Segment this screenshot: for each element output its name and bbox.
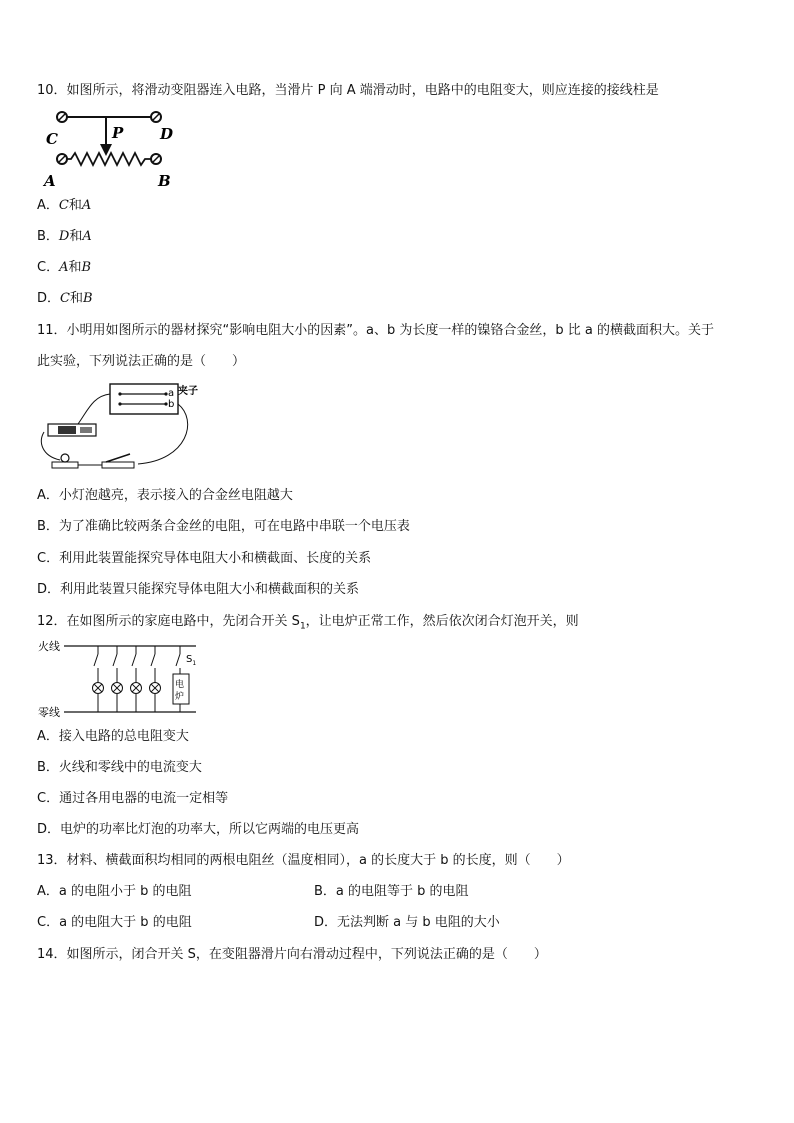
- q11-apparatus-figure: [38, 380, 198, 472]
- q11-option-a[interactable]: A．小灯泡越亮，表示接入的合金丝电阻越大: [37, 488, 293, 503]
- q11-stem-line2: 此实验，下列说法正确的是（ ）: [37, 354, 246, 369]
- q10-stem: 10．如图所示，将滑动变阻器连入电路，当滑片 P 向 A 端滑动时，电路中的电阻变大，则应连接的接线柱是: [37, 83, 659, 98]
- q13-options-row2: [37, 914, 500, 932]
- q12-label-live: 火线: [38, 640, 60, 653]
- q10-label-b: B: [158, 172, 171, 190]
- q12-stem: 12．在如图所示的家庭电路中，先闭合开关 $S_1$，让电炉正常工作，然后依次闭合灯泡开关，则: [37, 614, 579, 632]
- q11-option-c[interactable]: C．利用此装置能探究导体电阻大小和横截面、长度的关系: [37, 551, 372, 566]
- q10-label-a: A: [44, 172, 56, 190]
- q10-label-c: C: [46, 130, 58, 148]
- q12-option-a[interactable]: A．接入电路的总电阻变大: [37, 729, 189, 744]
- q10-option-d[interactable]: D．C和B: [37, 291, 93, 306]
- q10-option-c[interactable]: C．A和B: [37, 260, 92, 275]
- q10-option-b[interactable]: B．D和A: [37, 229, 92, 244]
- q12-label-stove2: 炉: [175, 692, 185, 702]
- q12-option-c[interactable]: C．通过各用电器的电流一定相等: [37, 791, 229, 806]
- q10-option-a[interactable]: A．C和A: [37, 198, 92, 213]
- q11-label-clip: 夹子: [178, 386, 198, 397]
- q12-label-stove1: 电: [175, 680, 185, 690]
- q11-option-b[interactable]: B．为了准确比较两条合金丝的电阻，可在电路中串联一个电压表: [37, 519, 410, 534]
- q13-option-a[interactable]: A．a 的电阻小于 b 的电阻: [37, 884, 192, 899]
- q10-rheostat-figure: [40, 106, 180, 190]
- q10-label-p: P: [112, 124, 124, 142]
- q14-stem: 14．如图所示，闭合开关 S，在变阻器滑片向右滑动过程中，下列说法正确的是（ ）: [37, 947, 547, 962]
- q12-household-circuit-figure: [38, 638, 213, 718]
- q12-option-d[interactable]: D．电炉的功率比灯泡的功率大，所以它两端的电压更高: [37, 822, 360, 837]
- q12-option-b[interactable]: B．火线和零线中的电流变大: [37, 760, 202, 775]
- q10-label-d: D: [160, 125, 174, 143]
- q11-label-a: a: [168, 388, 175, 399]
- q12-label-neutral: 零线: [38, 706, 60, 719]
- q13-option-b[interactable]: B．a 的电阻等于 b 的电阻: [314, 884, 469, 899]
- q11-label-b: b: [168, 399, 175, 410]
- q13-option-c[interactable]: C．a 的电阻大于 b 的电阻: [37, 915, 192, 930]
- q11-option-d[interactable]: D．利用此装置只能探究导体电阻大小和横截面积的关系: [37, 582, 360, 597]
- q11-stem-line1: 11．小明用如图所示的器材探究“影响电阻大小的因素”。a、b 为长度一样的镍铬合金丝，b 比 a 的横截面积大。关于: [37, 323, 714, 338]
- q13-stem: 13．材料、横截面积均相同的两根电阻丝（温度相同），a 的长度大于 b 的长度，则（ ）: [37, 853, 570, 868]
- q12-label-switch: $S_1$: [186, 654, 197, 667]
- q13-options-row1: [37, 883, 469, 901]
- q13-option-d[interactable]: D．无法判断 a 与 b 电阻的大小: [314, 915, 500, 930]
